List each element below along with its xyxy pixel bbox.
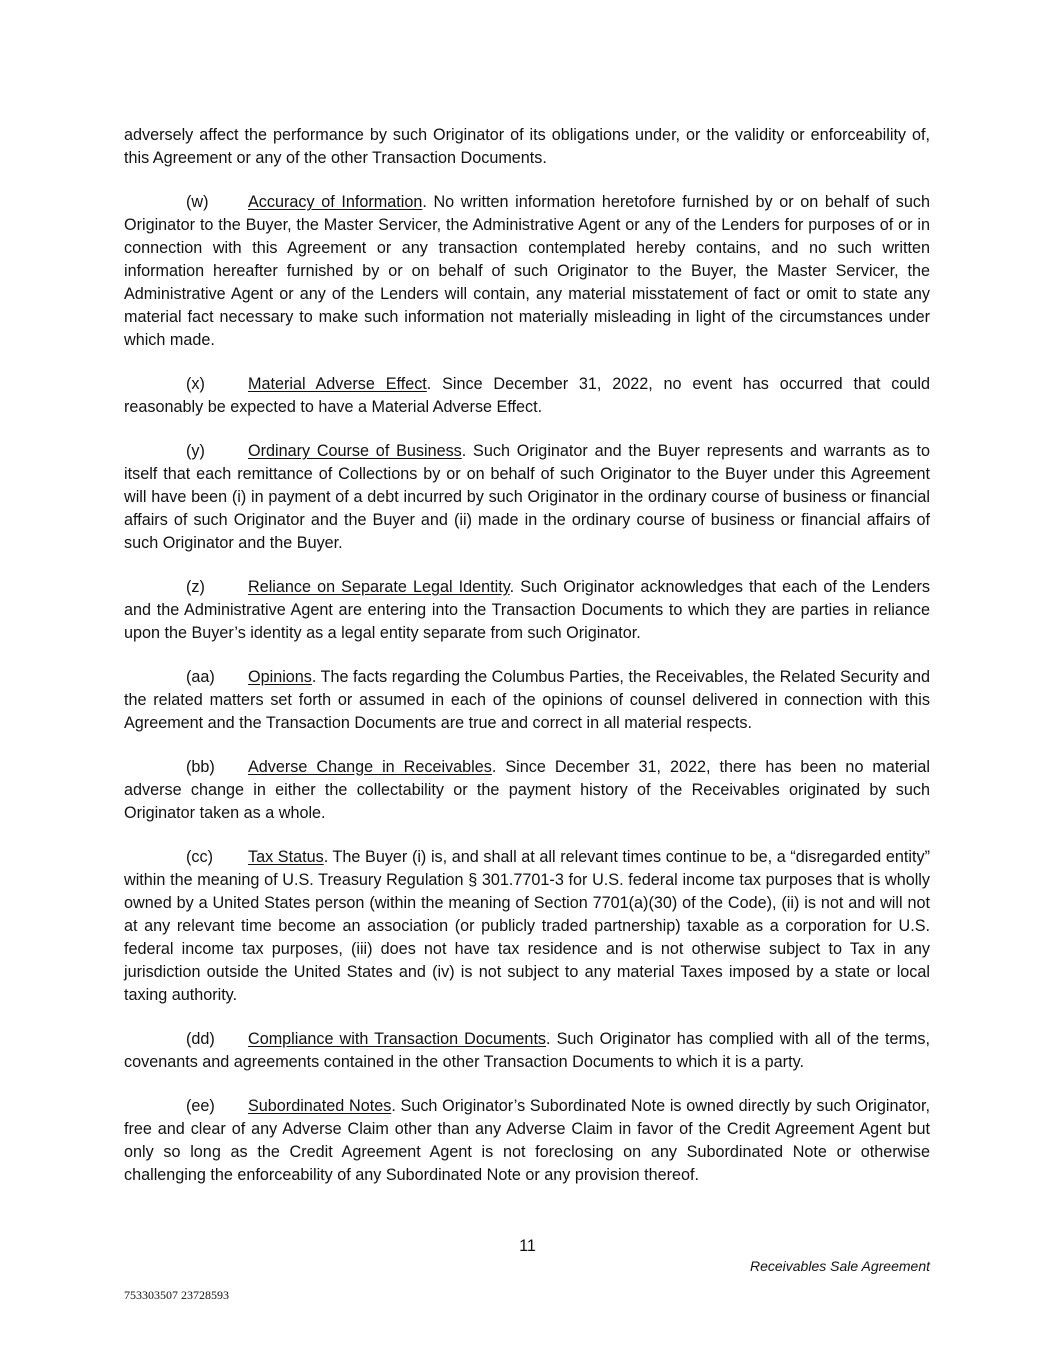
- section-paragraph: [124, 373, 930, 419]
- section-heading: Adverse Change in Receivables: [248, 757, 492, 776]
- section-body: . The facts regarding the Columbus Parties, the Receivables, the Related Security and the related matters set forth or assumed in each of the opinions of counsel delivered in connection with this Agreement and the Transaction Documents are true and correct in all material respects.: [124, 667, 930, 732]
- section-heading: Subordinated Notes: [248, 1096, 392, 1115]
- document-title-footer: Receivables Sale Agreement: [749, 1258, 930, 1274]
- document-body: [124, 124, 930, 1208]
- section-heading: Opinions: [248, 667, 312, 686]
- section-heading: Material Adverse Effect: [248, 375, 427, 394]
- section-heading: Ordinary Course of Business: [248, 441, 462, 460]
- section-paragraph: [124, 1028, 930, 1074]
- section-paragraph: [124, 756, 930, 825]
- section-body: . No written information heretofore furnished by or on behalf of such Originator to the Buyer, the Master Servicer, the Administrative Agent or any of the Lenders for purposes of or in connection with this Agreement or any transaction contemplated hereby contains, and no such written information hereafter furnished by or on behalf of such Originator to the Buyer, the Master Servicer, the Administrative Agent or any of the Lenders will contain, any material misstatement of fact or omit to state any material fact necessary to make such information not materially misleading in light of the circumstances under which made.: [124, 192, 930, 350]
- section-body: . Since December 31, 2022, no event has occurred that could reasonably be expected to have a Material Adverse Effect.: [124, 375, 931, 417]
- section-body: . The Buyer (i) is, and shall at all relevant times continue to be, a “disregarded entity” within the meaning of U.S. Treasury Regulation § 301.7701-3 for U.S. federal income tax purposes that is wholly owned by a United States person (within the meaning of Section 7701(a)(30) of the Code), (ii) is not and will not at any relevant time become an association (or publicly traded partnership) taxable as a corporation for U.S. federal income tax purposes, (iii) does not have tax residence and is not otherwise subject to Tax in any jurisdiction outside the United States and (iv) is not subject to any material Taxes imposed by a state or local taxing authority.: [124, 847, 930, 1005]
- section-label: (dd): [186, 1029, 215, 1048]
- section-body: . Since December 31, 2022, there has been no material adverse change in either the collectability or the payment history of the Receivables originated by such Originator taken as a whole.: [124, 757, 931, 822]
- intro-paragraph: adversely affect the performance by such Originator of its obligations under, or the validity or enforceability of, this Agreement or any of the other Transaction Documents.: [124, 126, 930, 168]
- section-paragraph: [124, 191, 930, 353]
- section-heading: Accuracy of Information: [248, 192, 423, 211]
- section-body: . Such Originator acknowledges that each of the Lenders and the Administrative Agent are entering into the Transaction Documents to which they are parties in reliance upon the Buyer’s identity as a legal entity separate from such Originator.: [124, 577, 930, 643]
- page-number: 11: [519, 1237, 536, 1255]
- section-paragraph: [124, 1095, 930, 1187]
- section-paragraph: [124, 666, 930, 735]
- section-paragraph: [124, 846, 930, 1008]
- section-paragraph: [124, 440, 930, 555]
- section-heading: Compliance with Transaction Documents: [248, 1029, 547, 1048]
- section-label: (aa): [186, 667, 215, 686]
- section-body: . Such Originator has complied with all of the terms, covenants and agreements contained in the other Transaction Documents to which it is a party.: [124, 1029, 930, 1071]
- section-heading: Reliance on Separate Legal Identity: [248, 577, 510, 596]
- section-label: (w): [186, 192, 209, 211]
- section-body: . Such Originator’s Subordinated Note is owned directly by such Originator, free and clear of any Adverse Claim other than any Adverse Claim in favor of the Credit Agreement Agent but only so long as the Credit Agreement Agent is not foreclosing on any Subordinated Note or otherwise challenging the enforceability of any Subordinated Note or any provision thereof.: [124, 1096, 930, 1184]
- section-label: (y): [186, 441, 205, 460]
- section-body: . Such Originator and the Buyer represents and warrants as to itself that each remittance of Collections by or on behalf of such Originator to the Buyer under this Agreement will have been (i) in payment of a debt incurred by such Originator in the ordinary course of business or financial affairs of such Originator and the Buyer and (ii) made in the ordinary course of business or financial affairs of such Originator and the Buyer.: [124, 441, 930, 553]
- section-paragraph: [124, 576, 930, 645]
- section-label: (ee): [186, 1096, 215, 1115]
- document-id: 753303507 23728593: [124, 1288, 229, 1302]
- section-heading: Tax Status: [248, 847, 324, 866]
- section-label: (bb): [186, 757, 215, 776]
- section-label: (cc): [186, 847, 213, 866]
- section-label: (x): [186, 375, 205, 394]
- section-label: (z): [186, 577, 205, 596]
